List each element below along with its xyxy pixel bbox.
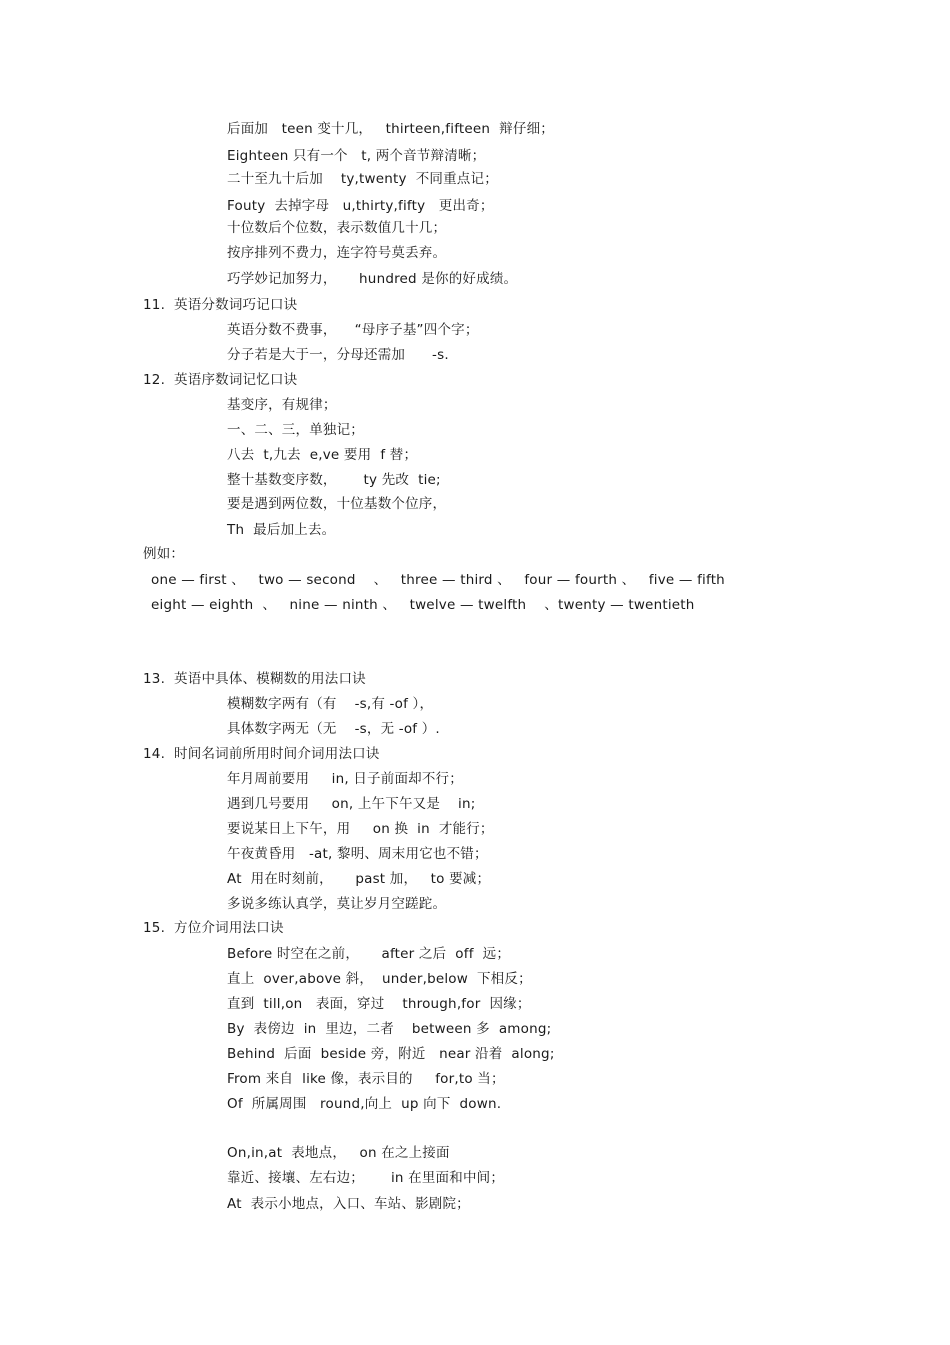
text-line: 巧学妙记加努力， hundred 是你的好成绩。 xyxy=(227,271,518,287)
section-heading: 11. 英语分数词巧记口诀 xyxy=(143,297,298,313)
text-line: 年月周前要用 in, 日子前面却不行； xyxy=(227,771,463,787)
text-line: Eighteen 只有一个 t, 两个音节辩清晰； xyxy=(227,148,486,164)
text-line: 多说多练认真学，莫让岁月空蹉跎。 xyxy=(227,896,447,912)
text-line: At 表示小地点，入口、车站、影剧院； xyxy=(227,1196,470,1212)
section-heading: 13. 英语中具体、模糊数的用法口诀 xyxy=(143,671,366,687)
text-line: 二十至九十后加 ty,twenty 不同重点记； xyxy=(227,171,498,187)
text-line: By 表傍边 in 里边，二者 between 多 among; xyxy=(227,1021,552,1037)
example-label: 例如： xyxy=(143,546,185,562)
text-line: Before 时空在之前， after 之后 off 远； xyxy=(227,946,511,962)
text-line: 直到 till,on 表面，穿过 through,for 因缘； xyxy=(227,996,531,1012)
example-line: eight — eighth 、 nine — ninth 、 twelve — twelfth 、twenty — twentieth xyxy=(151,597,695,613)
example-line: one — first 、 two — second 、 three — third 、 four — fourth 、 five — fifth xyxy=(151,572,725,588)
text-line: Behind 后面 beside 旁，附近 near 沿着 along; xyxy=(227,1046,555,1062)
text-line: 八去 t,九去 e,ve 要用 f 替； xyxy=(227,447,418,463)
text-line: From 来自 like 像，表示目的 for,to 当； xyxy=(227,1071,505,1087)
text-line: 后面加 teen 变十几， thirteen,fifteen 辩仔细； xyxy=(227,121,554,137)
text-line: 分子若是大于一，分母还需加 -s. xyxy=(227,347,449,363)
text-line: 基变序，有规律； xyxy=(227,397,337,413)
text-line: Fouty 去掉字母 u,thirty,fifty 更出奇； xyxy=(227,198,494,214)
text-line: 十位数后个位数，表示数值几十几； xyxy=(227,220,447,236)
text-line: 直上 over,above 斜， under,below 下相反； xyxy=(227,971,532,987)
text-line: 具体数字两无（无 -s，无 -of ）. xyxy=(227,721,440,737)
text-line: 午夜黄昏用 -at, 黎明、周末用它也不错； xyxy=(227,846,488,862)
section-heading: 12. 英语序数词记忆口诀 xyxy=(143,372,298,388)
section-heading: 14. 时间名词前所用时间介词用法口诀 xyxy=(143,746,380,762)
text-line: 整十基数变序数， ty 先改 tie; xyxy=(227,472,441,488)
text-line: 模糊数字两有（有 -s,有 -of ）， xyxy=(227,696,434,712)
text-line: 按序排列不费力，连字符号莫丢弃。 xyxy=(227,245,447,261)
text-line: 要是遇到两位数，十位基数个位序， xyxy=(227,496,447,512)
text-line: 遇到几号要用 on, 上午下午又是 in; xyxy=(227,796,476,812)
text-line: Of 所属周围 round,向上 up 向下 down. xyxy=(227,1096,502,1112)
section-heading: 15. 方位介词用法口诀 xyxy=(143,920,284,936)
text-line: 英语分数不费事， “母序子基”四个字； xyxy=(227,322,479,338)
text-line: 一、二、三，单独记； xyxy=(227,422,364,438)
text-line: At 用在时刻前， past 加， to 要减； xyxy=(227,871,491,887)
text-line: 靠近、接壤、左右边； in 在里面和中间； xyxy=(227,1170,505,1186)
text-line: On,in,at 表地点， on 在之上接面 xyxy=(227,1145,450,1161)
text-line: 要说某日上下午，用 on 换 in 才能行； xyxy=(227,821,494,837)
text-line: Th 最后加上去。 xyxy=(227,522,336,538)
